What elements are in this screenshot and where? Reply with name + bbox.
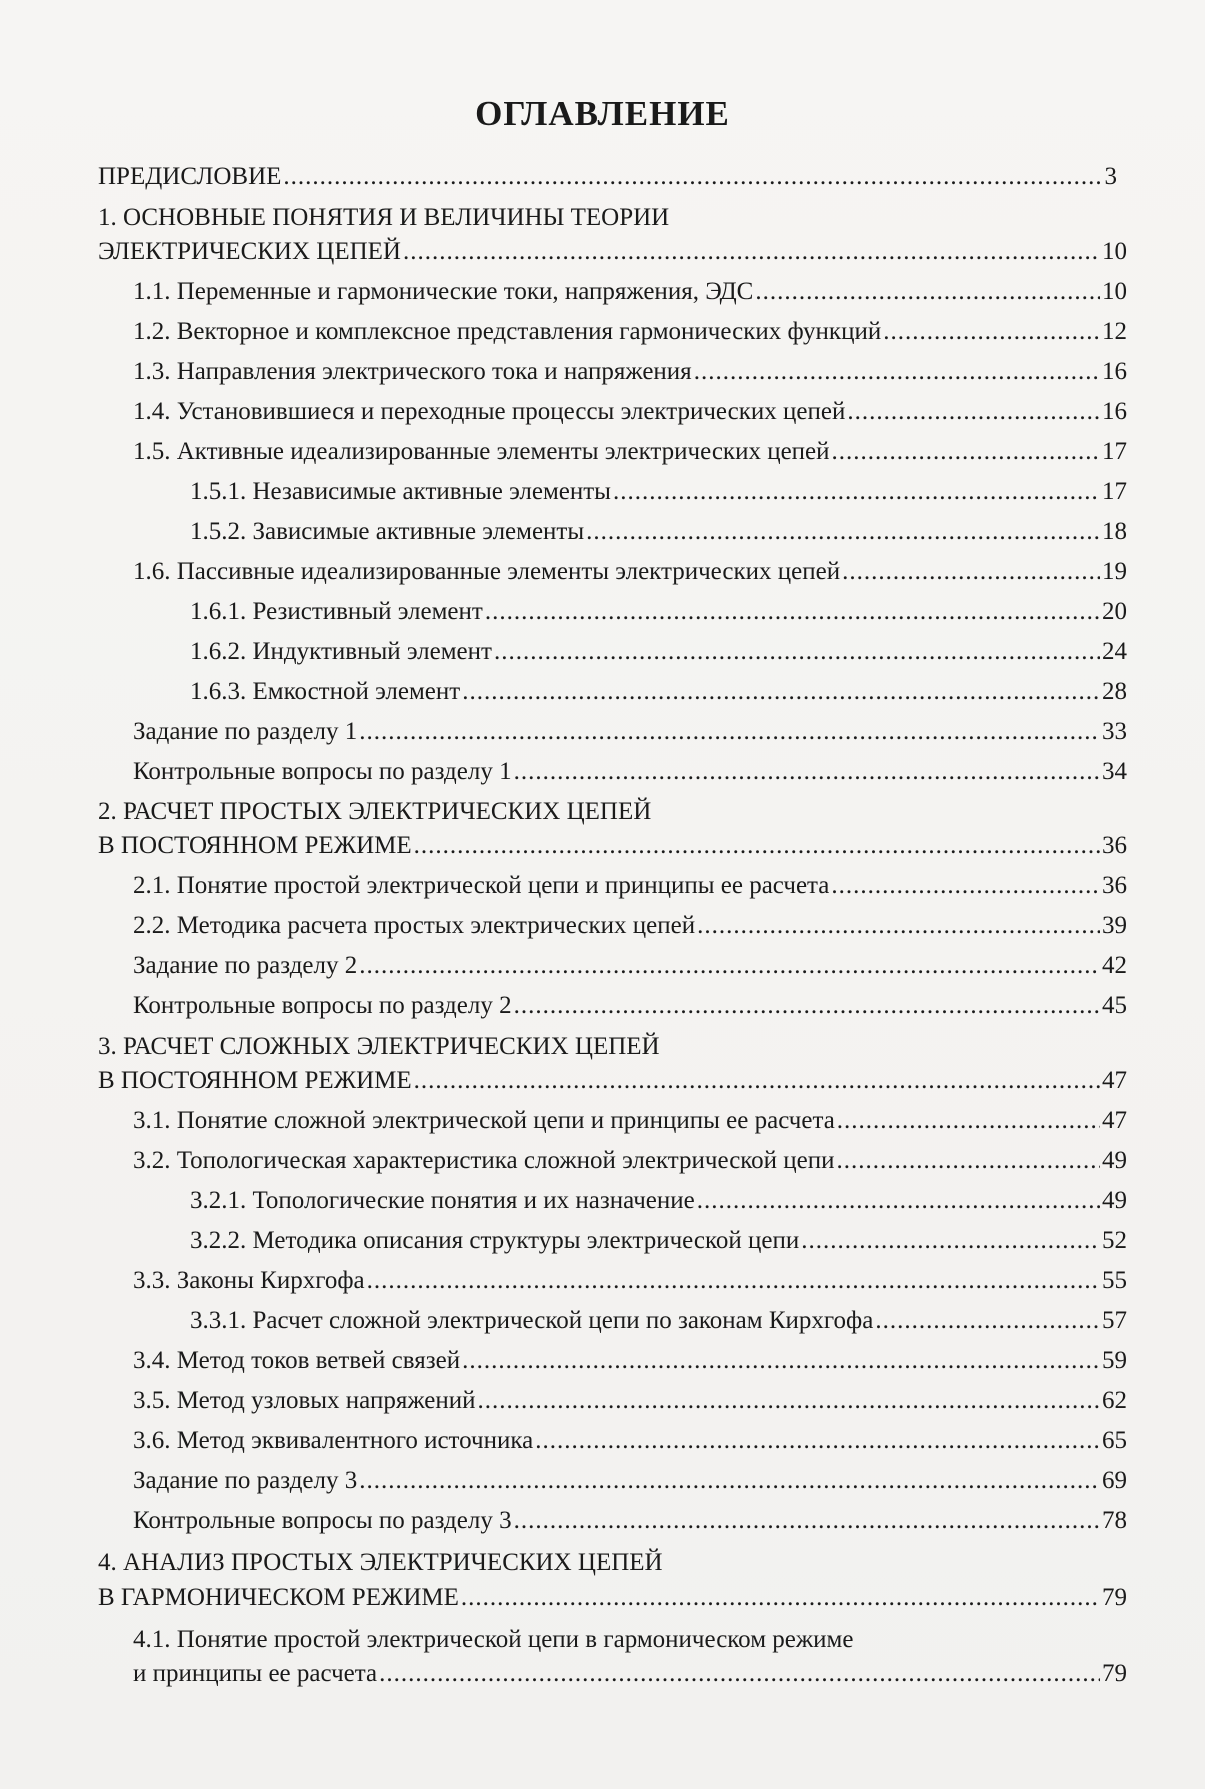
toc-entry-page: 45: [1102, 992, 1127, 1019]
toc-entry-page: 62: [1102, 1387, 1127, 1414]
toc-entry: [133, 1658, 1127, 1690]
toc-entry-title: В ПОСТОЯННОМ РЕЖИМЕ: [98, 832, 412, 859]
toc-entry: [133, 436, 1127, 468]
leader-dots: [842, 556, 1100, 588]
toc-entry-title: 1.6.2. Индуктивный элемент: [190, 638, 492, 665]
leader-dots: [494, 636, 1100, 668]
toc-entry-title: 2.2. Методика расчета простых электрических цепей: [133, 912, 696, 939]
toc-entry-page: 10: [1102, 278, 1127, 305]
leader-dots: [837, 1145, 1100, 1177]
toc-entry: [133, 356, 1127, 388]
leader-dots: [514, 990, 1100, 1022]
leader-dots: [514, 756, 1100, 788]
toc-entry-page: 69: [1102, 1467, 1127, 1494]
toc-entry-page: 49: [1102, 1187, 1127, 1214]
leader-dots: [697, 910, 1100, 942]
toc-entry: [133, 1465, 1127, 1497]
toc-entry-page: 34: [1102, 758, 1127, 785]
leader-dots: [359, 1465, 1100, 1497]
toc-entry-page: 33: [1102, 718, 1127, 745]
toc-entry-title: 1. ОСНОВНЫЕ ПОНЯТИЯ И ВЕЛИЧИНЫ ТЕОРИИ: [98, 204, 670, 231]
leader-dots: [359, 950, 1100, 982]
toc-entry-title: 3.2.1. Топологические понятия и их назначение: [190, 1187, 695, 1214]
toc-entry-page: 16: [1102, 358, 1127, 385]
toc-entry-title: 2. РАСЧЕТ ПРОСТЫХ ЭЛЕКТРИЧЕСКИХ ЦЕПЕЙ: [98, 798, 652, 825]
toc-entry: [190, 636, 1127, 668]
toc-entry: [190, 676, 1127, 708]
leader-dots: [847, 396, 1100, 428]
toc-entry-page: 59: [1102, 1347, 1127, 1374]
toc-entry-title: 1.5.2. Зависимые активные элементы: [190, 518, 585, 545]
toc-entry-title: 1.5. Активные идеализированные элементы электрических цепей: [133, 438, 830, 465]
toc-entry-title: 3.1. Понятие сложной электрической цепи и принципы ее расчета: [133, 1107, 835, 1134]
toc-entry-page: 65: [1102, 1427, 1127, 1454]
toc-entry: [190, 476, 1127, 508]
toc-entry-title: Контрольные вопросы по разделу 3: [133, 1507, 512, 1534]
toc-entry: [133, 756, 1127, 788]
toc-entry: [133, 1105, 1127, 1137]
toc-entry-page: 55: [1102, 1267, 1127, 1294]
toc-entry-page: 20: [1102, 598, 1127, 625]
leader-dots: [831, 870, 1100, 902]
toc-entry-title: Задание по разделу 3: [133, 1467, 358, 1494]
toc-entry-page: 79: [1102, 1584, 1127, 1611]
toc-entry-page: 39: [1102, 912, 1127, 939]
toc-entry-title: 1.1. Переменные и гармонические токи, напряжения, ЭДС: [133, 278, 754, 305]
toc-entry: [190, 596, 1127, 628]
toc-entry: [133, 1145, 1127, 1177]
toc-entry: [133, 1345, 1127, 1377]
leader-dots: [883, 316, 1100, 348]
toc-entry-page: 10: [1102, 238, 1127, 265]
toc-entry-title: 1.2. Векторное и комплексное представления гармонических функций: [133, 318, 882, 345]
toc-entry: [133, 1385, 1127, 1417]
toc-entry-page: 24: [1102, 638, 1127, 665]
toc-entry: [133, 910, 1127, 942]
toc-entry-title: В ПОСТОЯННОМ РЕЖИМЕ: [98, 1067, 412, 1094]
toc-entry-title: 4. АНАЛИЗ ПРОСТЫХ ЭЛЕКТРИЧЕСКИХ ЦЕПЕЙ: [98, 1549, 663, 1576]
leader-dots: [514, 1505, 1100, 1537]
leader-dots: [832, 436, 1100, 468]
page-title: ОГЛАВЛЕНИЕ: [475, 94, 730, 133]
toc-entry-page: 47: [1102, 1107, 1127, 1134]
toc-entry-page: 36: [1102, 832, 1127, 859]
toc-entry: [133, 396, 1127, 428]
leader-dots: [359, 716, 1100, 748]
toc-entry-page: 12: [1102, 318, 1127, 345]
toc-entry: [133, 556, 1127, 588]
toc-entry: [98, 1582, 1127, 1614]
toc-entry-page: 3: [1104, 163, 1117, 190]
leader-dots: [367, 1265, 1100, 1297]
toc-entry-title: В ГАРМОНИЧЕСКОМ РЕЖИМЕ: [98, 1584, 459, 1611]
toc-entry-title: 1.6.3. Емкостной элемент: [190, 678, 461, 705]
toc-entry-page: 47: [1102, 1067, 1127, 1094]
toc-entry-title: Задание по разделу 2: [133, 952, 358, 979]
leader-dots: [694, 356, 1100, 388]
toc-entry: [133, 716, 1127, 748]
toc-entry-page: 28: [1102, 678, 1127, 705]
toc-entry: [133, 950, 1127, 982]
toc-entry-title: 1.5.1. Независимые активные элементы: [190, 478, 611, 505]
leader-dots: [478, 1385, 1101, 1417]
leader-dots: [403, 236, 1100, 268]
toc-entry-page: 79: [1102, 1660, 1127, 1687]
toc-entry-title: 1.3. Направления электрического тока и напряжения: [133, 358, 692, 385]
toc-entry-page: 36: [1102, 872, 1127, 899]
toc-entry-title: Контрольные вопросы по разделу 1: [133, 758, 512, 785]
toc-entry-page: 52: [1102, 1227, 1127, 1254]
toc-entry: [133, 276, 1127, 308]
leader-dots: [586, 516, 1100, 548]
toc-entry-title: 2.1. Понятие простой электрической цепи и принципы ее расчета: [133, 872, 830, 899]
toc-entry-title: ЭЛЕКТРИЧЕСКИХ ЦЕПЕЙ: [98, 238, 401, 265]
toc-entry: [190, 1305, 1127, 1337]
toc-entry-title: 3.2. Топологическая характеристика сложной электрической цепи: [133, 1147, 835, 1174]
toc-entry-title: 3.4. Метод токов ветвей связей: [133, 1347, 461, 1374]
toc-entry: [190, 516, 1127, 548]
leader-dots: [875, 1305, 1100, 1337]
toc-entry-page: 49: [1102, 1147, 1127, 1174]
toc-entry: [133, 990, 1127, 1022]
toc-entry-title: 1.6.1. Резистивный элемент: [190, 598, 483, 625]
toc-entry-title: 3.3. Законы Кирхгофа: [133, 1267, 365, 1294]
toc-entry: [98, 830, 1127, 862]
toc-entry-title: 1.6. Пассивные идеализированные элементы электрических цепей: [133, 558, 841, 585]
leader-dots: [379, 1658, 1100, 1690]
leader-dots: [613, 476, 1100, 508]
toc-entry: [98, 236, 1127, 268]
toc-entry-page: 16: [1102, 398, 1127, 425]
toc-entry-title: и принципы ее расчета: [133, 1660, 378, 1687]
toc-entry-title: 3.2.2. Методика описания структуры электрической цепи: [190, 1227, 800, 1254]
toc-entry-title: Задание по разделу 1: [133, 718, 358, 745]
toc-entry: [133, 1505, 1127, 1537]
toc-entry: [133, 1265, 1127, 1297]
leader-dots: [462, 1345, 1100, 1377]
leader-dots: [462, 676, 1100, 708]
leader-dots: [801, 1225, 1100, 1257]
toc-entry: [98, 161, 1117, 193]
toc-entry-title: 1.4. Установившиеся и переходные процессы электрических цепей: [133, 398, 846, 425]
toc-entry: [133, 1425, 1127, 1457]
leader-dots: [697, 1185, 1100, 1217]
toc-entry-page: 18: [1102, 518, 1127, 545]
toc-entry-page: 57: [1102, 1307, 1127, 1334]
toc-entry-page: 17: [1102, 478, 1127, 505]
leader-dots: [755, 276, 1100, 308]
leader-dots: [535, 1425, 1100, 1457]
leader-dots: [414, 1065, 1100, 1097]
leader-dots: [461, 1582, 1100, 1614]
leader-dots: [283, 161, 1102, 193]
toc-entry-page: 42: [1102, 952, 1127, 979]
toc-entry-page: 17: [1102, 438, 1127, 465]
toc-entry-title: 3.3.1. Расчет сложной электрической цепи по законам Кирхгофа: [190, 1307, 874, 1334]
toc-entry-title: 3. РАСЧЕТ СЛОЖНЫХ ЭЛЕКТРИЧЕСКИХ ЦЕПЕЙ: [98, 1033, 660, 1060]
toc-entry-title: 3.6. Метод эквивалентного источника: [133, 1427, 534, 1454]
toc-entry: [133, 316, 1127, 348]
toc-entry-page: 19: [1102, 558, 1127, 585]
leader-dots: [414, 830, 1100, 862]
toc-entry: [98, 1065, 1127, 1097]
toc-entry-title: Контрольные вопросы по разделу 2: [133, 992, 512, 1019]
toc-entry: [190, 1185, 1127, 1217]
leader-dots: [837, 1105, 1100, 1137]
toc-entry: [190, 1225, 1127, 1257]
toc-entry-page: 78: [1102, 1507, 1127, 1534]
toc-entry-title: 4.1. Понятие простой электрической цепи в гармоническом режиме: [133, 1626, 854, 1653]
toc-entry: [133, 870, 1127, 902]
toc-entry-title: 3.5. Метод узловых напряжений: [133, 1387, 476, 1414]
leader-dots: [485, 596, 1100, 628]
toc-entry-title: ПРЕДИСЛОВИЕ: [98, 163, 282, 190]
